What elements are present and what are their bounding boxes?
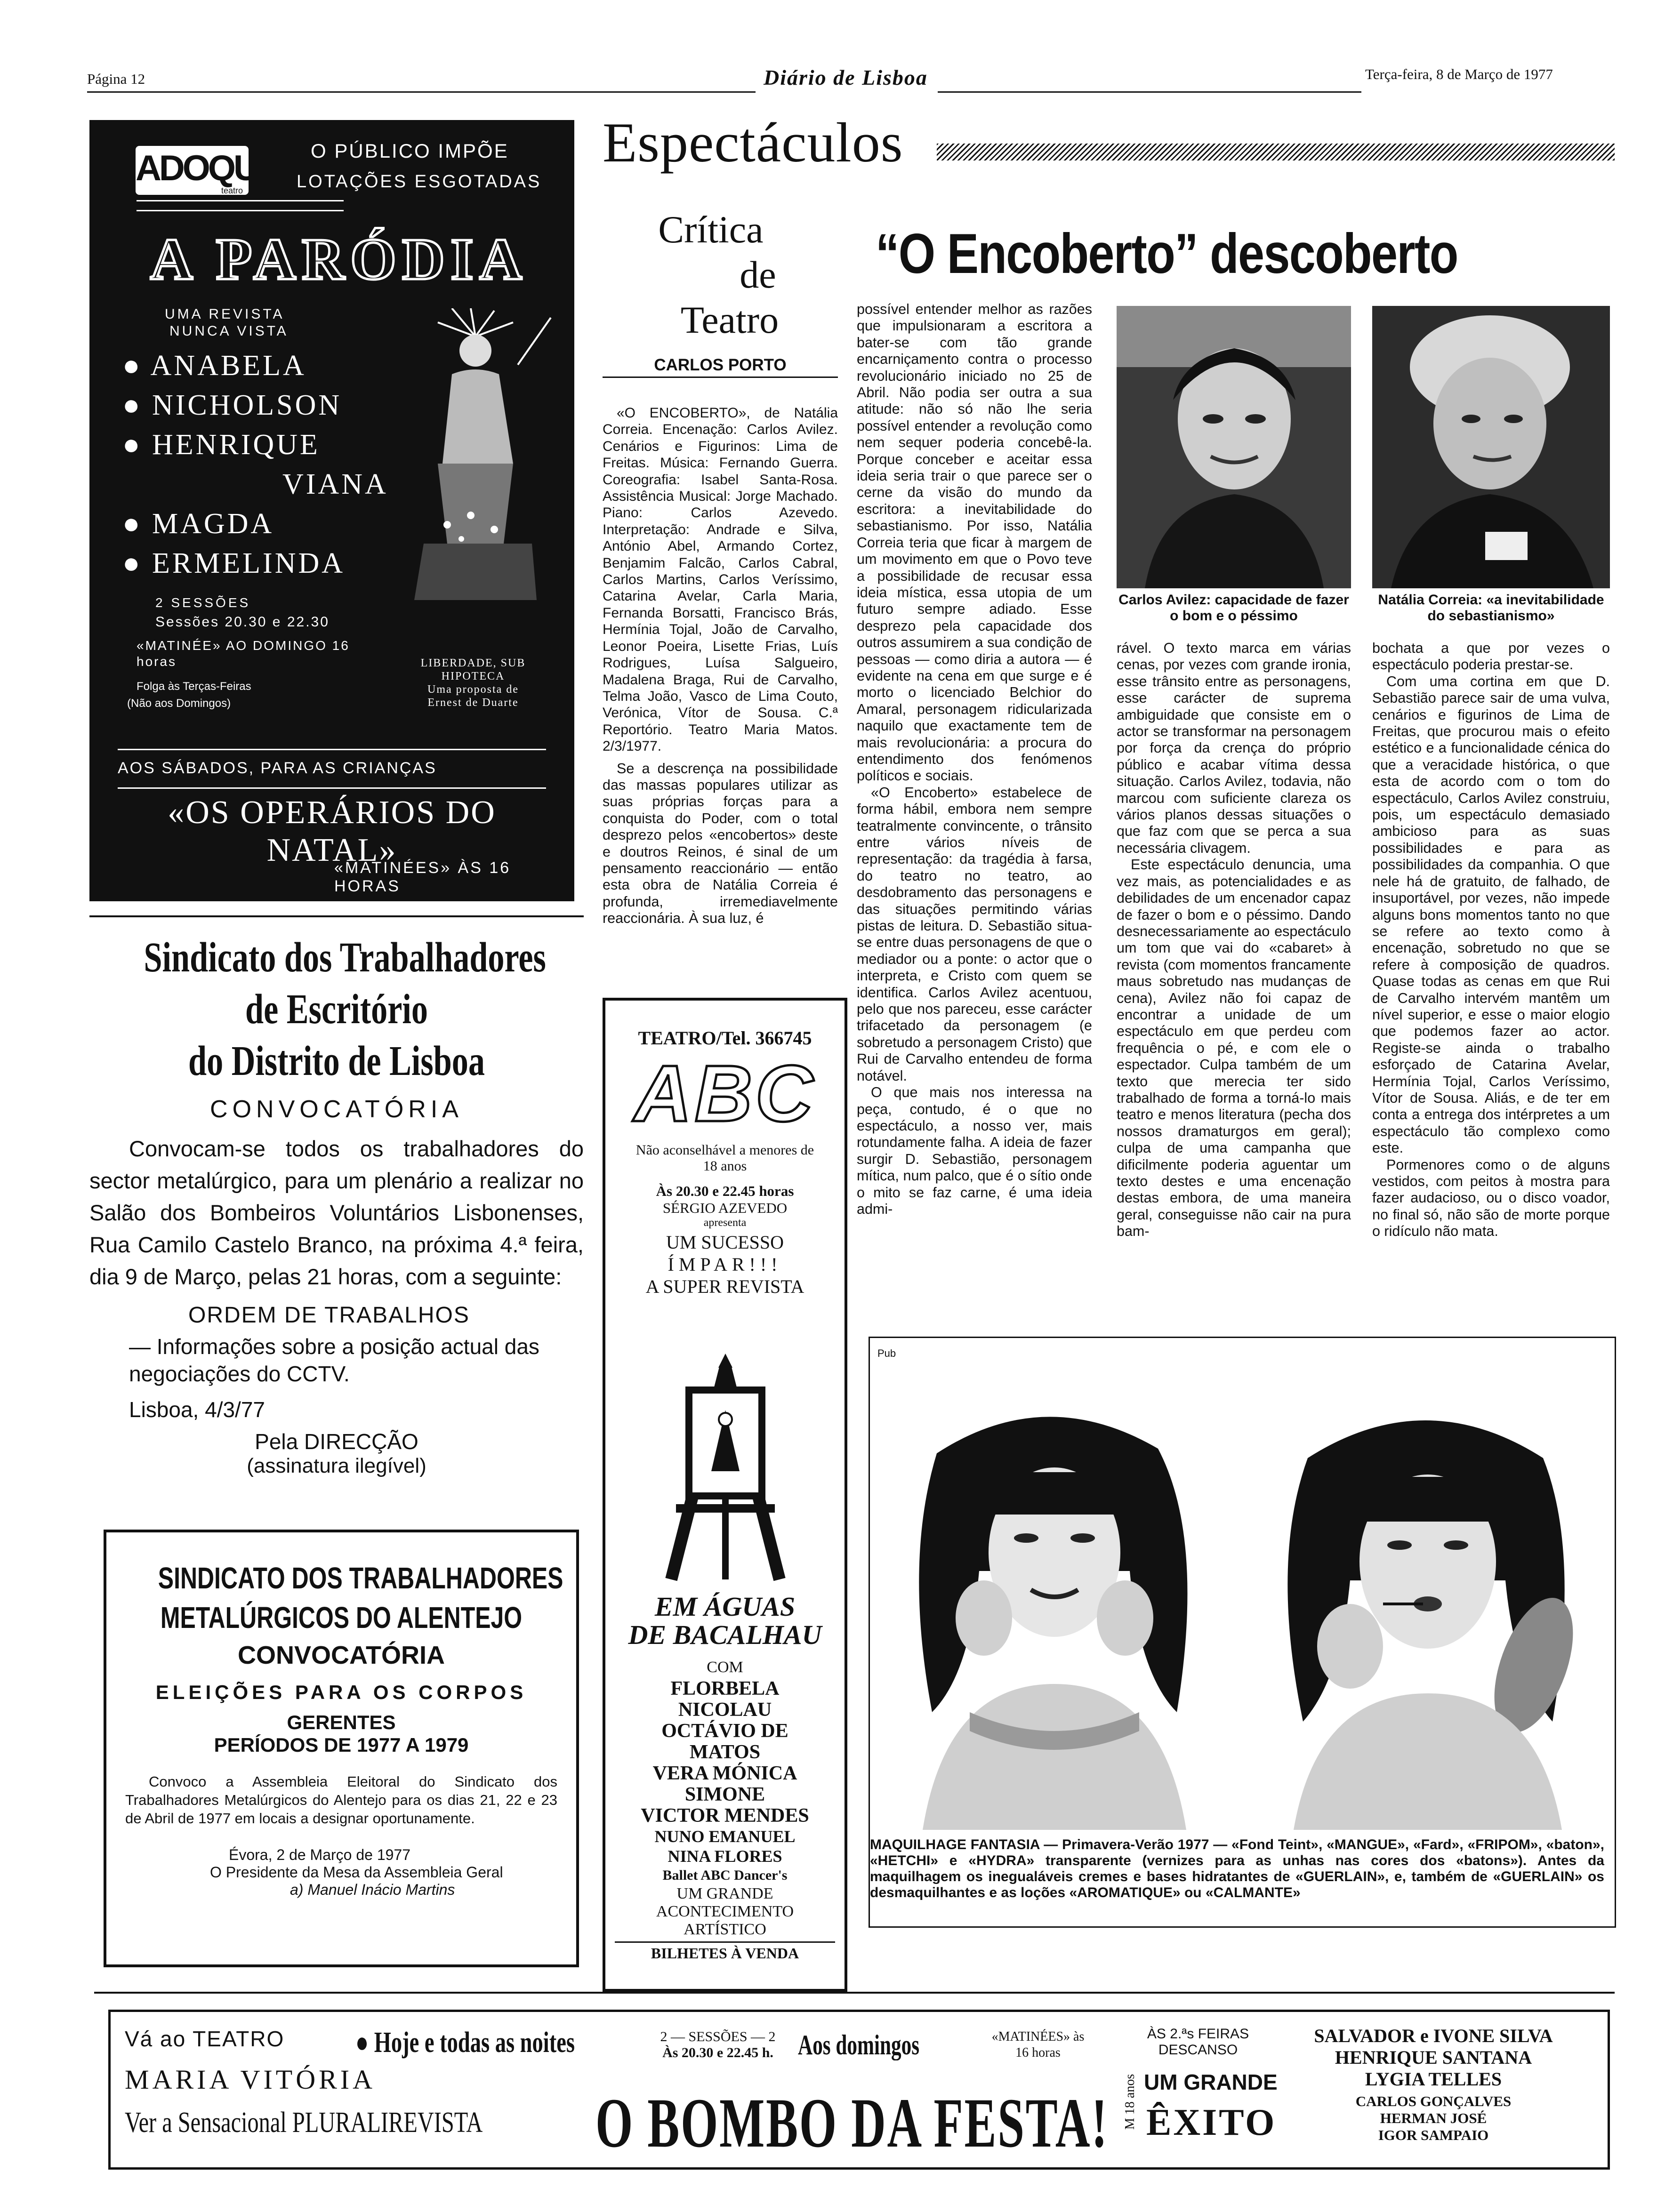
masthead-rule-left [87, 91, 756, 93]
abc-success-2: ÍMPAR!!! [668, 1254, 782, 1275]
abc-phone: TEATRO/Tel. 366745 [638, 1027, 812, 1049]
adoque-liberdade: LIBERDADE, SUB HIPOTECA Uma proposta de Ernest de Duarte [420, 657, 526, 709]
adoque-rule [118, 749, 546, 750]
abc-times: Às 20.30 e 22.45 horas [656, 1183, 794, 1199]
abc-logo: ABC [634, 1049, 816, 1138]
sindicato-sign: (assinatura ilegível) [247, 1454, 426, 1477]
abc-cast-line: NINA FLORES [668, 1847, 782, 1866]
masthead-rule-right [938, 91, 1361, 93]
kicker-de: de [740, 253, 776, 296]
metal-title-1: SINDICATO DOS TRABALHADORES [158, 1561, 563, 1595]
pub-photo-left [876, 1383, 1233, 1830]
mv-theatre: MARIA VITÓRIA [125, 2064, 376, 2095]
section-title: Espectáculos [603, 111, 903, 174]
metal-gerentes: GERENTES [287, 1711, 396, 1733]
abc-tickets: BILHETES À VENDA [615, 1941, 835, 1964]
masthead-date: Terça-feira, 8 de Março de 1977 [1365, 66, 1553, 82]
abc-grand-2: ACONTECIMENTO [656, 1903, 794, 1920]
mv-grande: UM GRANDE [1144, 2070, 1278, 2094]
abc-com: COM [707, 1659, 743, 1676]
pub-ad [869, 1337, 1616, 1928]
mv-sessoes: 2 — SESSÕES — 2 Às 20.30 e 22.45 h. [660, 2029, 776, 2060]
kicker-critica: Crítica [658, 208, 764, 251]
statue-illustration [395, 308, 555, 600]
critica-author: CARLOS PORTO [654, 356, 787, 374]
metal-title-2: METALÚRGICOS DO ALENTEJO [160, 1601, 523, 1635]
sindicato-item: — Informações sobre a posição actual das negociações do CCTV. [129, 1334, 539, 1386]
abc-cast-line: FLORBELA [670, 1678, 780, 1699]
mv-title: O BOMBO DA FESTA! [595, 2084, 1109, 2162]
mv-matinees: «MATINÉES» às 16 horas [991, 2029, 1085, 2060]
caption-natalia-correia: Natália Correia: «a inevitabilidade do sebastianismo» [1378, 592, 1604, 624]
article-col-1: «O ENCOBERTO», de Natália Correia. Encenação: Carlos Avilez. Cenários e Figurinos: Lima de Freitas. Música: Fernando Guerra. Coreografia: Isabel Santa-Rosa. Assistência Musical: Jorge Machado. Piano: Carlos Azevedo. Interpretação: Andrade e Silva, António Abel, Armando Cortez, Benjamim Falcão, Carlos Cabral, Carlos Martins, Carlos Veríssimo, Catarina Avelar, Carla Maria, Fernanda Borsatti, Francisco Brás, Hermínia Tojal, João de Carvalho, Leonor Poeira, Lisette Frias, Luís Rodrigues, Luísa Salgueiro, Madalena Braga, Rui de Carvalho, Telma João, Vasco de Lima Couto, Verónica, Vítor de Sousa. C.ª Reportório. Teatro Maria Matos. 2/3/1977. Se a descrença na possibilidade das massas populares utilizar as suas próprias forças para a conquista do Poder, com o total desprezo pelos «encobertos» deste e doutros Reinos, é sinal de um pensamento reaccionário — então esta obra de Natália Correia é profunda, irremediavelmente reaccionária. À sua luz, é [603, 405, 838, 927]
abc-super: A SUPER REVISTA [645, 1276, 804, 1297]
sindicato-title-3: do Distrito de Lisboa [188, 1038, 485, 1084]
kicker-teatro: Teatro [680, 298, 779, 341]
maria-vitoria-ad [108, 2010, 1610, 2170]
metal-convocatoria: CONVOCATÓRIA [238, 1641, 445, 1669]
cast-line: VIANA [282, 468, 388, 500]
metal-body: Convoco a Assembleia Eleitoral do Sindicato dos Trabalhadores Metalúrgicos do Alentejo para os dias 21, 22 e 23 de Abril de 1977 em locais a designar oportunamente. [125, 1773, 557, 1827]
abc-cast-line: VICTOR MENDES [641, 1805, 809, 1827]
metal-periodos: PERÍODOS DE 1977 A 1979 [214, 1734, 469, 1756]
pub-caption: MAQUILHAGE FANTASIA — Primavera-Verão 1977 — «Fond Teint», «MANGUE», «Fard», «FRIPOM», «baton», «HETCHI» e «HYDRA» transparente (vernizes para as unhas nas cores dos «batons»). Antes da maquilhagem os inegualáveis cremes e bases hidratantes de «GUERLAIN», e, também de «GUERLAIN» os desmaquilhantes e as loções «AROMATIQUE» ou «CALMANTE» [870, 1837, 1604, 1900]
sindicato-ordem: ORDEM DE TRABALHOS [188, 1303, 470, 1328]
sindicato-title-1: Sindicato dos Trabalhadores [144, 934, 546, 981]
adoque-slogan-2: LOTAÇÕES ESGOTADAS [297, 172, 542, 192]
sindicato-date: Lisboa, 4/3/77 [129, 1397, 265, 1422]
adoque-divider [137, 200, 344, 211]
mv-ver: Ver a Sensacional PLURALIREVISTA [125, 2107, 483, 2139]
abc-cast [605, 1678, 845, 1964]
abc-grand-1: UM GRANDE [676, 1885, 773, 1902]
adoque-sunday: «MATINÉE» AO DOMINGO 16 horas [137, 638, 350, 669]
article-col-3: rável. O texto marca em várias cenas, por vezes com grande ironia, esse trânsito entre as personagens, esse carácter de suprema ambiguidade que consiste em o actor se transformar na personagem por força da crença do próprio público e acabar vítima dessa situação. Carlos Avilez, todavia, não marcou com suficiente clareza os vários planos dessas situações o que faz com que se perca a sua necessária clivagem. Este espectáculo denuncia, uma vez mais, as potencialidades e as debilidades de um encenador capaz de fazer o bom e o péssimo. Dando desnecessariamente ao espectáculo um tom que vai do «cabaret» à revista (com momentos francamente maus sobretudo nas mudanças de cena), Avilez não foi capaz de encontrar a unidade de um espectáculo em que perdeu com frequência o pé, e com ele o espectador. Culpa também de um texto que merecia ter sido trabalhado de forma a torná-lo mais teatro e menos literatura (pecha dos nossos dramaturgos em geral); culpa de uma campanha que dificilmente poderia aguentar um texto destes e uma encenação destas embora, de uma maneira geral, conseguisse não cair na pura bam- [1117, 640, 1351, 1240]
paper-name: Diário de Lisboa [764, 65, 928, 89]
sindicato-metalurgicos [104, 1530, 579, 1967]
abc-ad [603, 998, 847, 1992]
adoque-sessions: 2 SESSÕES [155, 595, 251, 610]
abc-title-2: DE BACALHAU [628, 1619, 822, 1650]
photo-natalia-correia [1372, 306, 1610, 588]
kicker-rule [603, 377, 838, 378]
abc-grand-3: ARTÍSTICO [684, 1921, 766, 1938]
metal-signature: a) Manuel Inácio Martins [290, 1881, 455, 1898]
cast-line: ● ANABELA [122, 350, 306, 382]
abc-cast-line: OCTÁVIO DE [661, 1720, 788, 1742]
article-col-4: bochata a que por vezes o espectáculo poderia prestar-se. Com uma cortina em que D. Sebastião parece sair de uma vulva, cenários e figurinos de Lima de Freitas, que procurou mais o efeito estético e a funcionalidade cénica do que a veracidade histórica, o que esta de acordo com o tom do espectáculo, Carlos Avilez construiu, pois, um espectáculo demasiado ambicioso para as suas possibilidades e para as possibilidades da companhia. O que nele há de gratuito, de falhado, de insuportável, por vezes, não impede alguns bons momentos tanto no que se refere ao texto como à encenação, sobretudo no que se refere à composição de quadros. Quase todas as cenas em que Rui de Carvalho intervém mantêm um nível superior, e esse o maior elogio que podemos fazer ao actor. Registe-se ainda o trabalho esforçado de Catarina Avelar, Hermínia Tojal, Carlos Veríssimo, Vítor de Sousa. Aliás, e de ter em conta a entrega dos intérpretes a um espectáculo tão complexo como este. Pormenores como o de alguns vestidos, com peitos à mostra para fazer audacioso, ou o disco voador, no final só, não são de morte porque o ridículo não mata. [1372, 640, 1610, 1240]
caption-carlos-avilez: Carlos Avilez: capacidade de fazer o bom e o péssimo [1118, 592, 1349, 624]
adoque-matinees: «MATINÉES» ÀS 16 HORAS [334, 859, 511, 895]
metal-eleicoes: ELEIÇÕES PARA OS CORPOS [155, 1681, 527, 1703]
photo-carlos-avilez [1117, 306, 1351, 588]
sindicato-escritorio [89, 934, 584, 1478]
cast-line: ● NICHOLSON [122, 389, 342, 421]
mv-hoje: ● Hoje e todas as noites [355, 2027, 575, 2059]
adoque-note: (Não aos Domingos) [127, 697, 231, 710]
abc-ballet: Ballet ABC Dancer's [662, 1867, 788, 1883]
bottom-rule [94, 1992, 1615, 1994]
abc-age: Não aconselhável a menores de 18 anos [635, 1142, 814, 1174]
abc-cast-line: VERA MÓNICA [652, 1763, 797, 1784]
adoque-ad [89, 120, 574, 901]
article-headline: “O Encoberto” descoberto [876, 222, 1458, 285]
sindicato-body: Convocam-se todos os trabalhadores do sector metalúrgico, para um plenário a realizar no Salão dos Bombeiros Voluntários Lisbonenses, Rua Camilo Castelo Branco, na próxima 4.ª feira, dia 9 de Março, pelas 21 horas, com a seguinte: [89, 1136, 584, 1289]
pub-photo-right [1242, 1383, 1609, 1830]
adoque-children: AOS SÁBADOS, PARA AS CRIANÇAS [118, 759, 437, 777]
page-number: Página 12 [87, 71, 145, 87]
abc-cast-line: MATOS [689, 1741, 761, 1763]
mv-cast: SALVADOR e IVONE SILVA HENRIQUE SANTANA LYGIA TELLES CARLOS GONÇALVES HERMAN JOSÉ IGOR SAMPAIO [1314, 2025, 1553, 2143]
metal-president: O Presidente da Mesa da Assembleia Geral [210, 1864, 503, 1881]
mv-age: M 18 anos [1123, 2074, 1137, 2130]
mv-domingos: Aos domingos [798, 2029, 920, 2060]
metal-date: Évora, 2 de Março de 1977 [229, 1846, 411, 1863]
mv-exito: ÊXITO [1146, 2102, 1277, 2143]
pub-label: Pub [877, 1347, 896, 1359]
section-hatch [937, 144, 1615, 160]
cast-line: ● HENRIQUE [122, 429, 320, 461]
cast-line: ● ERMELINDA [122, 547, 346, 579]
abc-presenter: SÉRGIO AZEVEDO [662, 1200, 788, 1216]
adoque-rule-2 [118, 787, 546, 789]
sindicato-convocatoria: CONVOCATÓRIA [210, 1096, 463, 1123]
cast-line: ● MAGDA [122, 508, 274, 540]
article-col-2: possível entender melhor as razões que impulsionaram a escritora a bater-se com tão grande encarniçamento contra o processo revolucionário iniciado no 25 de Abril. Não podia ser outra a sua atitude: não só não lhe seria possível entender a revolução como nem sequer poderia concebê-la. Porque conceber e aceitar essa ideia seria trair o que parece ser o cerne da visão do mundo da escritora: a inevitabilidade do sebastianismo. Por isso, Natália Correia teria que ficar à margem de um movimento em que o Povo teve a possibilidade de recusar essa ideia mística, essa utopia de um futuro sempre adiado. Esse desprezo pela capacidade dos outros assumirem a sua condição de pessoas — como diria a autora — é evidente na cena em que surge e é morto o licenciado Belchior do Amaral, personagem ridicularizada naquilo que exactamente tem de mais revolucionária: a procura do entendimento dos fenómenos políticos e sociais. «O Encoberto» estabelece de forma hábil, embora nem sempre teatralmente convincente, o trânsito entre vários níveis de representação: da tragédia à farsa, do teatro no teatro, ao desdobramento das personagens e das situações permitindo várias pistas de leitura. D. Sebastião situa-se entre duas personagens de que o mediador ou a ponte: o actor que o interpreta, e Cristo com quem se identifica. Carlos Avilez acentuou, pelo que nos pareceu, esse carácter trifacetado da personagem (e sobretudo a personagem Cristo) que Rui de Carvalho entendeu de forma notável. O que mais nos interessa na peça, contudo, é o que no espectáculo, a nosso ver, mais rotundamente falha. A ideia de fazer surgir D. Sebastião, personagem mítica, num palco, que é o sítio onde o mito se faz carne, é uma ideia admi- [857, 301, 1092, 1217]
adoque-folga: Folga às Terças-Feiras [137, 680, 251, 693]
critica-kicker [603, 207, 838, 375]
abc-title-1: EM ÁGUAS [654, 1591, 796, 1622]
easel-illustration [657, 1349, 794, 1584]
sindicato-title-2: de Escritório [245, 986, 428, 1033]
adoque-logo: ADOQUE teatro [136, 146, 249, 195]
mv-feiras: ÀS 2.ªs FEIRAS DESCANSO [1147, 2026, 1249, 2058]
abc-cast-line: NICOLAU [678, 1699, 772, 1721]
sindicato-pela: Pela DIRECÇÃO [255, 1429, 418, 1454]
abc-success-1: UM SUCESSO [666, 1232, 784, 1253]
adoque-sub-1: UMA REVISTA [165, 306, 285, 322]
adoque-operarios: «OS OPERÁRIOS DO NATAL» [168, 794, 496, 868]
abc-cast-line: NUNO EMANUEL [654, 1827, 796, 1846]
mv-va: Vá ao TEATRO [125, 2027, 285, 2051]
left-col-rule-1 [89, 915, 584, 917]
adoque-times: Sessões 20.30 e 22.30 [155, 614, 330, 630]
adoque-title: A PARÓDIA [150, 227, 528, 292]
abc-apresenta: apresenta [703, 1217, 747, 1229]
adoque-sub-2: NUNCA VISTA [169, 323, 289, 339]
adoque-slogan-1: O PÚBLICO IMPÕE [311, 140, 509, 162]
abc-cast-line: SIMONE [684, 1784, 765, 1805]
adoque-cast [122, 346, 388, 583]
